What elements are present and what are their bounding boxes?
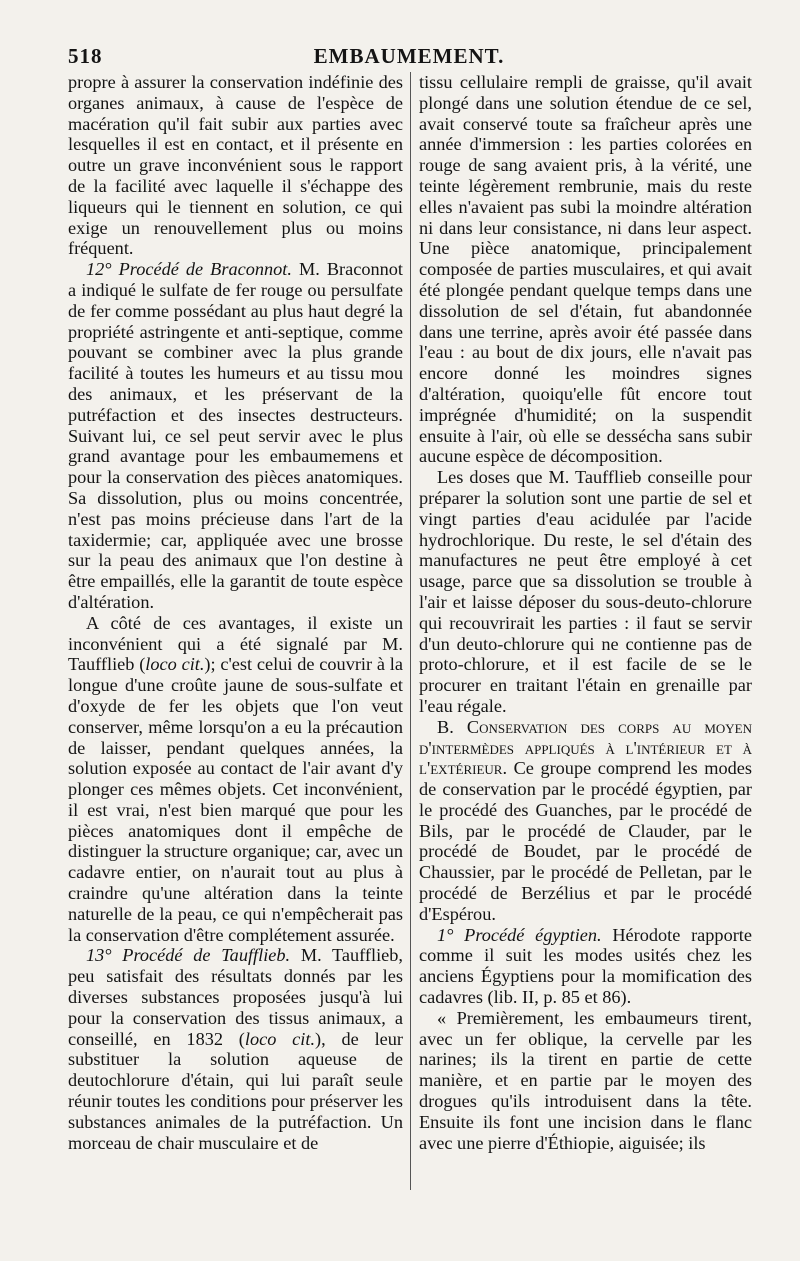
citation: loco cit. [244,1028,316,1049]
left-column [68,72,403,1153]
section-lead: 13° Procédé de Taufflieb. [86,945,291,966]
paragraph [419,925,752,1008]
paragraph-text: Hérodote rapporte comme il suit les modes usités chez les anciens Égyptiens pour la momification des cadavres (lib. II, p. 85 et 86). [419,924,752,1008]
paragraph: « Premièrement, les embaumeurs tirent, avec un fer oblique, la cervelle par les narines; ils la tirent en partie de cette manière, et en partie par le moyen des drogues qu'ils introduisent dans la tête. Ensuite ils font une incision dans le flanc avec une pierre d'Éthiopie, aiguisée; ils [419,1007,752,1153]
section-lead: 1° Procédé égyptien. [437,924,602,945]
section-lead: 12° Procédé de Braconnot. [86,259,292,280]
running-head: EMBAUMEMENT. [313,44,505,68]
paragraph [68,945,403,1153]
paragraph-text: M. Taufflieb, peu satisfait des résultats donnés par les diverses substances proposées jusqu'à lui pour la conservation des tissus animaux, a conseillé, en 1832 ( [68,945,403,1049]
paragraph [68,259,403,613]
paragraph: tissu cellulaire rempli de graisse, qu'il avait plongé dans une solution étendue de ce sel, avait conservé toute sa fraîcheur après une année d'immersion : les parties colorées en rouge de sang avaient pris, à la vérité, une teinte légèrement rembrunie, mais du reste elles n'avaient pas subi la moindre altération ni dans leur consistance, ni dans leur aspect. Une pièce anatomique, principalement composée de parties musculaires, et qui avait été plongée pendant quelque temps dans une dissolution de sel d'étain, fut abandonnée dans une terrine, après avoir été passée dans l'eau : au bout de dix jours, elle n'avait pas encore donné les moindres signes d'altération, quoiqu'elle fût encore tout imprégnée d'humidité; on la suspendit ensuite à l'air, où elle se dessécha sans subir aucune espèce de décomposition. [419,72,752,467]
page-number: 518 [68,44,103,68]
column-divider [410,72,411,1190]
paragraph-text: M. Braconnot a indiqué le sulfate de fer rouge ou persulfate de fer comme possédant au plus haut degré la propriété astringente et anti-septique, comme pouvant se combiner avec la plus grande facilité à toutes les humeurs et au tissu mou des animaux, et les préservant de la putréfaction et des insectes destructeurs. Suivant lui, ce sel peut servir avec le plus grand avantage pour les embaumemens et pour la conservation des pièces anatomiques. Sa dissolution, plus ou moins concentrée, n'est pas moins précieuse dans l'art de la taxidermie; car, appliquée avec une brosse sur la peau des animaux que l'on destine à être empaillés, elle la garantit de toute espèce d'altération. [68,259,403,612]
paragraph-text: ); c'est celui de couvrir à la longue d'une croûte jaune de sous-sulfate et d'oxyde de fer les objets que l'on veut conserver, même lorsqu'on a eu la précaution de laisser, pendant quelques années, la solution exposée au contact de l'air avant d'y plonger ces mêmes objets. Cet inconvénient, il est vrai, n'est bien marqué que pour les pièces anatomiques dont il empêche de distinguer la structure organique; car, avec un cadavre entier, on n'aurait tout au plus à craindre qu'une altération dans la teinte naturelle de la peau, ce qui n'empêcherait pas la conservation d'être complétement assurée. [68,654,404,945]
page-header [68,44,750,74]
paragraph-text: Ce groupe comprend les modes de conservation par le procédé égyptien, par le procédé des Guanches, par le procédé de Bils, par le procédé de Clauder, par le procédé de Boudet, par le procédé de Chaussier, par le procédé de Pelletan, par le procédé de Berzélius et par le procédé d'Espérou. [419,758,752,924]
section-heading: B. Conservation des corps au moyen d'intermèdes appliqués à l'intérieur et à l'extérieur. [419,716,752,779]
paragraph: Les doses que M. Taufflieb conseille pour préparer la solution sont une partie de sel et vingt parties d'eau acidulée par l'acide hydrochlorique. Du reste, le sel d'étain des manufactures ne peut être employé à cet usage, parce que sa dissolution se trouble à l'air et laisse déposer du sous-deuto-chlorure qui recouvrirait les parties : il faut se servir d'un deuto-chlorure qui ne contienne pas de proto-chlorure, et il est facile de se le procurer en traitant l'étain en grenaille par l'eau régale. [419,467,752,716]
paragraph [68,613,403,946]
paragraph-text: A côté de ces avantages, il existe un inconvénient qui a été signalé par M. Taufflieb ( [68,612,403,675]
right-column [419,72,752,1153]
citation: loco cit. [145,654,205,675]
paragraph [419,717,752,925]
paragraph: propre à assurer la conservation indéfinie des organes animaux, à cause de l'espèce de macération qu'il fait subir aux parties avec lesquelles il est en contact, et il présente en outre un grave inconvénient sous le rapport de la facilité avec laquelle il s'échappe des liqueurs qui le tiennent en solution, ce qui exige un renouvellement plus ou moins fréquent. [68,72,403,259]
paragraph-text: ), de leur substituer la solution aqueuse de deutochlorure d'étain, qui lui paraît seule réunir toutes les conditions pour préserver les substances animales de la putréfaction. Un morceau de chair musculaire et de [68,1028,403,1153]
